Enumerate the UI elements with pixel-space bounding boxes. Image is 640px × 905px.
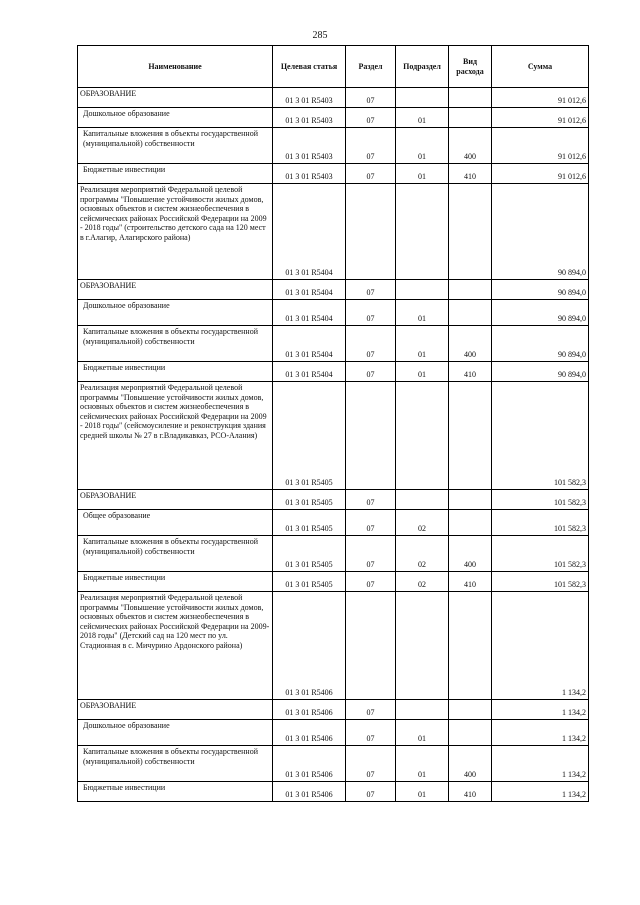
row-section: 07 [346, 490, 396, 510]
row-expense-type [449, 300, 492, 326]
row-subsection [396, 490, 449, 510]
row-section: 07 [346, 720, 396, 746]
row-section: 07 [346, 280, 396, 300]
row-name: Бюджетные инвестиции [78, 782, 273, 802]
row-target-code: 01 3 01 R5404 [273, 326, 346, 362]
row-subsection: 01 [396, 164, 449, 184]
header-subsection: Подраздел [396, 46, 449, 88]
row-section [346, 184, 396, 280]
row-target-code: 01 3 01 R5405 [273, 382, 346, 490]
row-expense-type: 410 [449, 572, 492, 592]
row-expense-type: 410 [449, 782, 492, 802]
row-name: Общее образование [78, 510, 273, 536]
row-expense-type [449, 382, 492, 490]
budget-table [77, 45, 589, 802]
header-name: Наименование [78, 46, 273, 88]
row-target-code: 01 3 01 R5404 [273, 184, 346, 280]
row-name: ОБРАЗОВАНИЕ [78, 700, 273, 720]
table-row [78, 108, 589, 128]
row-sum: 1 134,2 [492, 700, 589, 720]
row-sum: 91 012,6 [492, 164, 589, 184]
row-target-code: 01 3 01 R5405 [273, 572, 346, 592]
row-section: 07 [346, 782, 396, 802]
row-section: 07 [346, 700, 396, 720]
row-section [346, 592, 396, 700]
row-subsection: 01 [396, 746, 449, 782]
row-target-code: 01 3 01 R5403 [273, 164, 346, 184]
row-subsection: 01 [396, 362, 449, 382]
row-expense-type: 400 [449, 536, 492, 572]
row-target-code: 01 3 01 R5403 [273, 108, 346, 128]
row-sum: 91 012,6 [492, 128, 589, 164]
row-section: 07 [346, 362, 396, 382]
table-row [78, 362, 589, 382]
row-target-code: 01 3 01 R5406 [273, 720, 346, 746]
row-name: Бюджетные инвестиции [78, 164, 273, 184]
row-target-code: 01 3 01 R5406 [273, 746, 346, 782]
row-section: 07 [346, 108, 396, 128]
row-expense-type [449, 592, 492, 700]
table-row [78, 510, 589, 536]
row-subsection [396, 88, 449, 108]
row-name: Дошкольное образование [78, 108, 273, 128]
row-name: Реализация мероприятий Федеральной целевой программы "Повышение устойчивости жилых домов, основных объектов и систем жизнеобеспечения в сейсмических районах Российской Федерации на 2009 - 2018 годы" (сейсмоусиление и реконструкция здания средней школы № 27 в г.Владикавказ, РСО-Алания) [78, 382, 273, 490]
table-row [78, 88, 589, 108]
row-expense-type [449, 510, 492, 536]
row-subsection [396, 592, 449, 700]
table-row [78, 536, 589, 572]
row-sum: 101 582,3 [492, 572, 589, 592]
row-section: 07 [346, 300, 396, 326]
row-target-code: 01 3 01 R5404 [273, 362, 346, 382]
row-sum: 1 134,2 [492, 720, 589, 746]
row-name: Реализация мероприятий Федеральной целевой программы "Повышение устойчивости жилых домов, основных объектов и систем жизнеобеспечения в сейсмических районах Российской Федерации на 2009 - 2018 годы" (строительство детского сада на 120 мест в г.Алагир, Алагирского района) [78, 184, 273, 280]
row-section: 07 [346, 164, 396, 184]
row-expense-type [449, 490, 492, 510]
row-section: 07 [346, 510, 396, 536]
row-subsection: 01 [396, 326, 449, 362]
table-row [78, 128, 589, 164]
row-sum: 91 012,6 [492, 108, 589, 128]
row-section: 07 [346, 326, 396, 362]
header-code: Целевая статья [273, 46, 346, 88]
row-section: 07 [346, 128, 396, 164]
row-sum: 90 894,0 [492, 362, 589, 382]
row-sum: 90 894,0 [492, 300, 589, 326]
row-name: Капитальные вложения в объекты государственной (муниципальной) собственности [78, 746, 273, 782]
row-expense-type [449, 88, 492, 108]
row-target-code: 01 3 01 R5406 [273, 782, 346, 802]
row-subsection [396, 382, 449, 490]
row-name: Бюджетные инвестиции [78, 572, 273, 592]
row-sum: 101 582,3 [492, 510, 589, 536]
table-row [78, 592, 589, 700]
row-expense-type: 400 [449, 128, 492, 164]
row-subsection: 01 [396, 128, 449, 164]
row-section [346, 382, 396, 490]
row-target-code: 01 3 01 R5405 [273, 536, 346, 572]
row-target-code: 01 3 01 R5404 [273, 280, 346, 300]
row-sum: 101 582,3 [492, 490, 589, 510]
table-row [78, 720, 589, 746]
table-row [78, 782, 589, 802]
row-expense-type [449, 700, 492, 720]
row-subsection: 01 [396, 720, 449, 746]
header-sum: Сумма [492, 46, 589, 88]
row-name: Дошкольное образование [78, 720, 273, 746]
table-row [78, 280, 589, 300]
table-row [78, 326, 589, 362]
row-name: ОБРАЗОВАНИЕ [78, 490, 273, 510]
row-expense-type: 400 [449, 746, 492, 782]
row-name: ОБРАЗОВАНИЕ [78, 280, 273, 300]
row-subsection: 02 [396, 536, 449, 572]
page-number: 285 [312, 30, 328, 41]
row-expense-type [449, 280, 492, 300]
table-row [78, 572, 589, 592]
table-row [78, 164, 589, 184]
header-expense-type: Вид расхода [449, 46, 492, 88]
row-target-code: 01 3 01 R5406 [273, 700, 346, 720]
row-name: ОБРАЗОВАНИЕ [78, 88, 273, 108]
table-row [78, 700, 589, 720]
row-subsection: 01 [396, 782, 449, 802]
table-header-row [78, 46, 589, 88]
row-subsection: 01 [396, 108, 449, 128]
row-section: 07 [346, 88, 396, 108]
table-row [78, 382, 589, 490]
row-expense-type: 410 [449, 164, 492, 184]
table-row [78, 746, 589, 782]
row-name: Бюджетные инвестиции [78, 362, 273, 382]
row-subsection: 02 [396, 572, 449, 592]
row-section: 07 [346, 746, 396, 782]
row-expense-type: 400 [449, 326, 492, 362]
row-name: Капитальные вложения в объекты государственной (муниципальной) собственности [78, 128, 273, 164]
row-sum: 1 134,2 [492, 782, 589, 802]
row-target-code: 01 3 01 R5404 [273, 300, 346, 326]
row-sum: 1 134,2 [492, 746, 589, 782]
row-subsection: 02 [396, 510, 449, 536]
row-subsection: 01 [396, 300, 449, 326]
row-sum: 90 894,0 [492, 280, 589, 300]
row-section: 07 [346, 536, 396, 572]
row-name: Реализация мероприятий Федеральной целевой программы "Повышение устойчивости жилых домов, основных объектов и систем жизнеобеспечения в сейсмических районах Российской Федерации на 2009-2018 годы" (Детский сад на 120 мест по ул. Стадионная в с. Мичурино Ардонского района) [78, 592, 273, 700]
header-section: Раздел [346, 46, 396, 88]
row-subsection [396, 700, 449, 720]
table-row [78, 490, 589, 510]
row-sum: 101 582,3 [492, 536, 589, 572]
row-subsection [396, 184, 449, 280]
row-sum: 101 582,3 [492, 382, 589, 490]
row-target-code: 01 3 01 R5403 [273, 88, 346, 108]
row-sum: 90 894,0 [492, 184, 589, 280]
row-subsection [396, 280, 449, 300]
row-target-code: 01 3 01 R5405 [273, 490, 346, 510]
row-name: Капитальные вложения в объекты государственной (муниципальной) собственности [78, 326, 273, 362]
row-sum: 90 894,0 [492, 326, 589, 362]
table-row [78, 184, 589, 280]
row-target-code: 01 3 01 R5405 [273, 510, 346, 536]
row-target-code: 01 3 01 R5406 [273, 592, 346, 700]
row-sum: 1 134,2 [492, 592, 589, 700]
row-name: Капитальные вложения в объекты государственной (муниципальной) собственности [78, 536, 273, 572]
row-target-code: 01 3 01 R5403 [273, 128, 346, 164]
row-section: 07 [346, 572, 396, 592]
row-expense-type [449, 108, 492, 128]
row-sum: 91 012,6 [492, 88, 589, 108]
table-row [78, 300, 589, 326]
row-expense-type: 410 [449, 362, 492, 382]
row-name: Дошкольное образование [78, 300, 273, 326]
row-expense-type [449, 720, 492, 746]
row-expense-type [449, 184, 492, 280]
